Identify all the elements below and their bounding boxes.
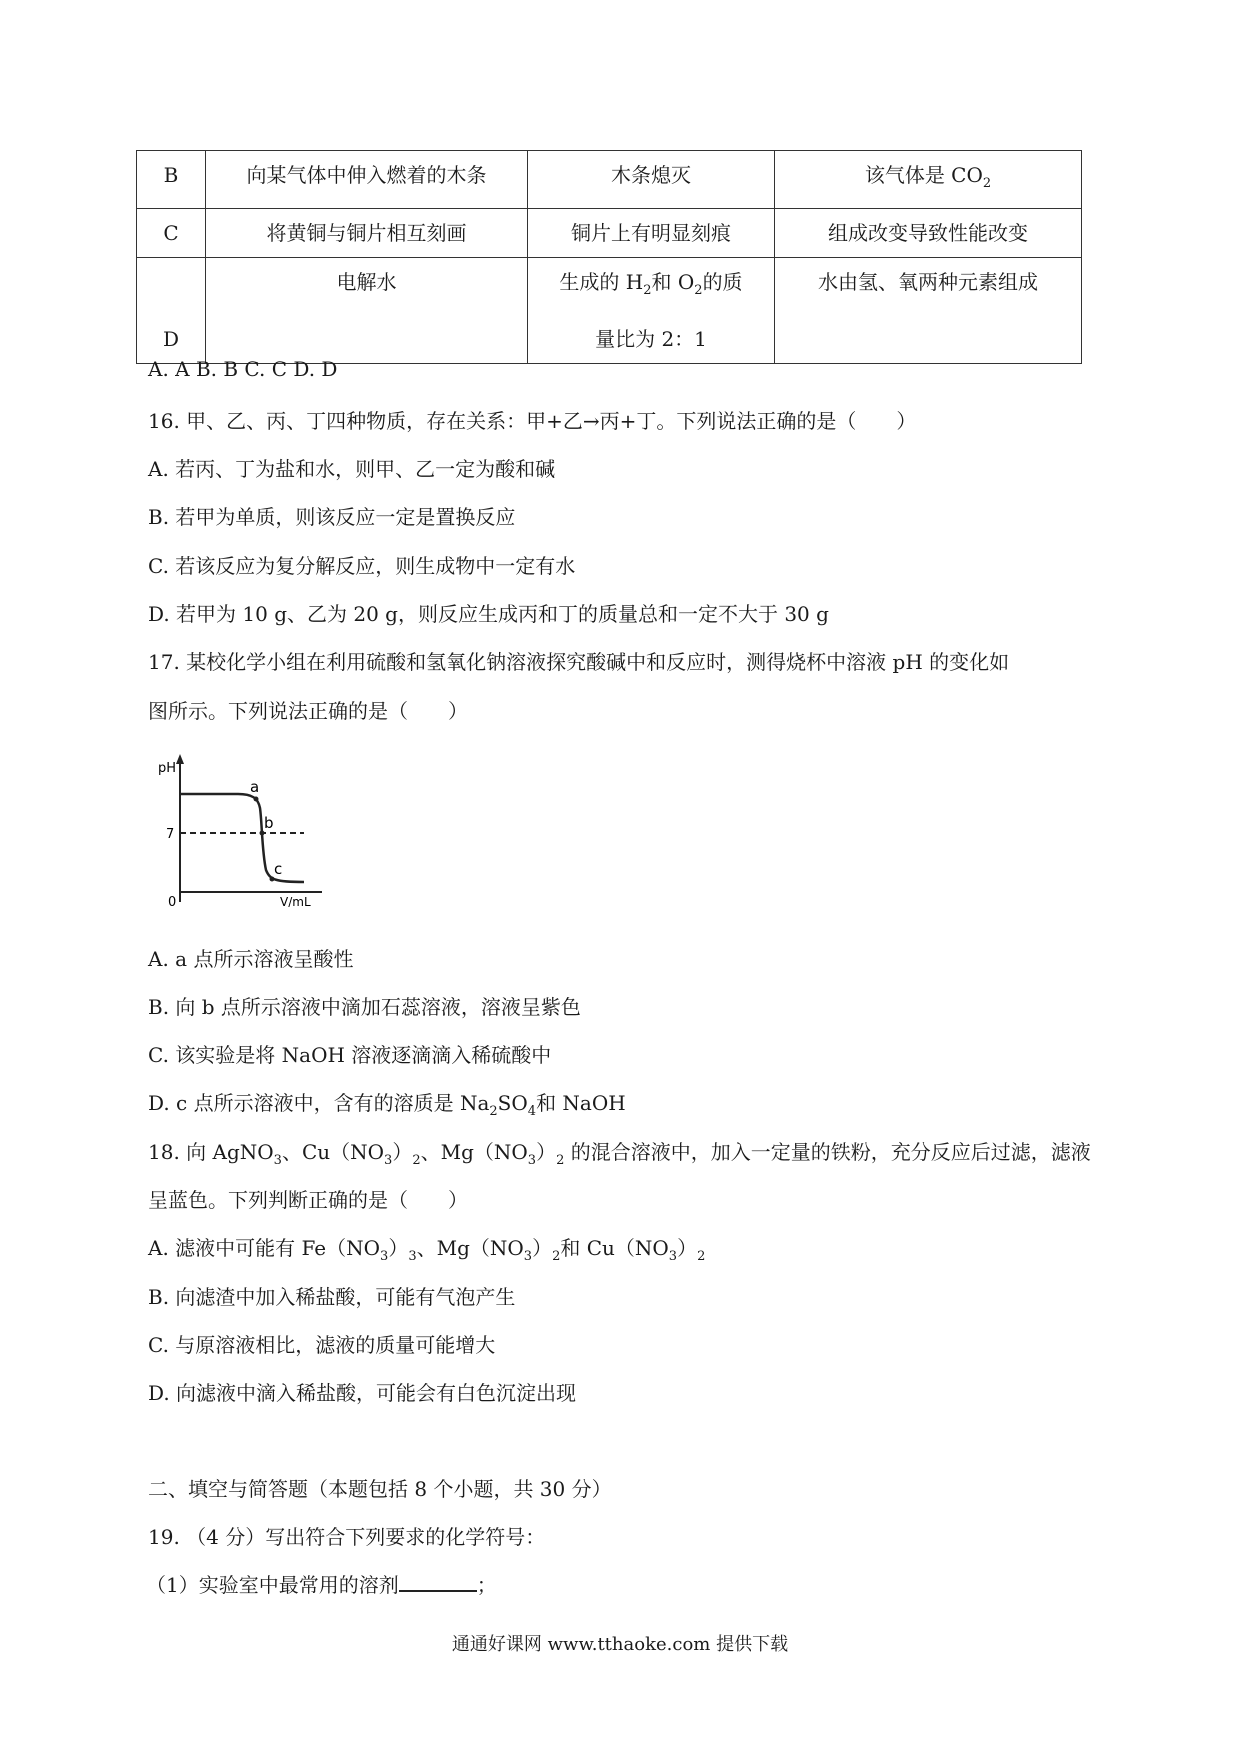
y-tick-7: 7 xyxy=(166,827,175,842)
table-row xyxy=(137,258,1082,364)
q16-option-b: B. 若甲为单质，则该反应一定是置换反应 xyxy=(148,505,516,529)
conclusion-cell: 水由氢、氧两种元素组成 xyxy=(775,258,1082,364)
q19-p1-text: （1）实验室中最常用的溶剂 xyxy=(146,1573,399,1597)
label-c: c xyxy=(274,860,283,878)
conclusion-text: 该气体是 CO xyxy=(864,163,983,187)
point-a xyxy=(254,797,259,802)
phen-text-3: 的质 xyxy=(702,270,743,294)
q17-d-text-1: D. c 点所示溶液中，含有的溶质是 Na xyxy=(148,1091,490,1115)
q16-option-a: A. 若丙、丁为盐和水，则甲、乙一定为酸和碱 xyxy=(148,457,556,481)
ph-chart xyxy=(152,752,332,907)
q18-a-text-6: ） xyxy=(677,1236,698,1260)
y-axis-arrow xyxy=(176,754,184,764)
q19-p1-end: ； xyxy=(476,1573,497,1597)
q17-option-b: B. 向 b 点所示溶液中滴加石蕊溶液，溶液呈紫色 xyxy=(148,995,581,1019)
q18-option-a: A. 滤液中可能有 $Fe(NO_3)_3$、$Mg(NO_3)_2$和 $Cu(NO_3)_2$ xyxy=(148,1236,706,1264)
section-2-heading: 二、填空与简答题（本题包括 8 个小题，共 30 分） xyxy=(148,1477,612,1501)
q17-d-text-3: 和 NaOH xyxy=(536,1091,626,1115)
row-label: B xyxy=(137,151,206,209)
q18-a-text-3: 、Mg（NO xyxy=(416,1236,524,1260)
q18-a-text-5: 和 Cu（NO xyxy=(560,1236,669,1260)
q17-option-c: C. 该实验是将 NaOH 溶液逐滴滴入稀硫酸中 xyxy=(148,1043,552,1067)
q19-stem: 19. （4 分）写出符合下列要求的化学符号： xyxy=(148,1525,546,1549)
q18-text-3: ） xyxy=(392,1140,413,1164)
origin-label: 0 xyxy=(168,895,177,907)
phenomenon-cell: 铜片上有明显刻痕 xyxy=(528,209,775,258)
q19-part-1 xyxy=(146,1569,497,1598)
operation-cell: 电解水 xyxy=(206,258,528,364)
q18-stem-line2: 呈蓝色。下列判断正确的是（ ） xyxy=(148,1188,468,1212)
conclusion-cell: 该气体是 $CO_2$ xyxy=(775,151,1082,209)
conclusion-cell: 组成改变导致性能改变 xyxy=(775,209,1082,258)
q18-text-2: 、Cu（NO xyxy=(281,1140,385,1164)
phenomenon-cell: 生成的 $H_2$和 $O_2$的质 量比为 2：1 xyxy=(528,258,775,364)
q17-d-text-2: SO xyxy=(497,1091,528,1115)
page-footer: 通通好课网 www.tthaoke.com 提供下载 xyxy=(451,1634,789,1655)
row-label: C xyxy=(137,209,206,258)
q17-stem-line1: 17. 某校化学小组在利用硫酸和氢氧化钠溶液探究酸碱中和反应时，测得烧杯中溶液 pH 的变化如 xyxy=(148,650,1010,674)
label-a: a xyxy=(250,778,260,796)
q18-text-1: 18. 向 AgNO xyxy=(148,1140,274,1164)
phen-text-1: 生成的 H xyxy=(559,270,644,294)
q17-stem-line2: 图所示。下列说法正确的是（ ） xyxy=(148,699,468,723)
x-axis-label: V/mL xyxy=(280,895,311,907)
q16-stem: 16. 甲、乙、丙、丁四种物质，存在关系：甲+乙→丙+丁。下列说法正确的是（ ） xyxy=(148,409,917,433)
label-b: b xyxy=(264,814,274,832)
q15-options: A. A B. B C. C D. D xyxy=(148,357,338,381)
phen-text-4: 量比为 2：1 xyxy=(595,327,707,351)
q16-option-c: C. 若该反应为复分解反应，则生成物中一定有水 xyxy=(148,554,576,578)
answer-blank[interactable] xyxy=(399,1570,477,1592)
q18-a-text-4: ） xyxy=(532,1236,553,1260)
q17-option-a: A. a 点所示溶液呈酸性 xyxy=(148,947,354,971)
operation-cell: 将黄铜与铜片相互刻画 xyxy=(206,209,528,258)
experiment-table xyxy=(136,150,1082,364)
q18-text-4: 、Mg（NO xyxy=(420,1140,528,1164)
q16-option-d: D. 若甲为 10 g、乙为 20 g，则反应生成丙和丁的质量总和一定不大于 30 g xyxy=(148,602,829,626)
q18-option-b: B. 向滤渣中加入稀盐酸，可能有气泡产生 xyxy=(148,1285,516,1309)
table-row xyxy=(137,209,1082,258)
q18-stem-line1: 18. 向 AgNO$_3$、$Cu(NO_3)_2$、$Mg(NO_3)_2$ 的混合溶液中，加入一定量的铁粉，充分反应后过滤，滤液 xyxy=(148,1140,1091,1168)
q18-text-5: ） xyxy=(536,1140,557,1164)
table-row xyxy=(137,151,1082,209)
ph-curve xyxy=(180,794,304,882)
q18-text-6: 的混合溶液中，加入一定量的铁粉，充分反应后过滤，滤液 xyxy=(570,1140,1091,1164)
q18-option-d: D. 向滤液中滴入稀盐酸，可能会有白色沉淀出现 xyxy=(148,1381,577,1405)
row-label: D xyxy=(137,258,206,364)
q18-option-c: C. 与原溶液相比，滤液的质量可能增大 xyxy=(148,1333,496,1357)
phenomenon-cell: 木条熄灭 xyxy=(528,151,775,209)
operation-cell: 向某气体中伸入燃着的木条 xyxy=(206,151,528,209)
q17-option-d: D. c 点所示溶液中，含有的溶质是 $Na_2SO_4$和 NaOH xyxy=(148,1091,626,1119)
phen-text-2: 和 O xyxy=(651,270,695,294)
q18-a-text-2: ） xyxy=(388,1236,409,1260)
y-axis-label: pH xyxy=(158,761,177,776)
q18-a-text-1: A. 滤液中可能有 Fe（NO xyxy=(148,1236,381,1260)
